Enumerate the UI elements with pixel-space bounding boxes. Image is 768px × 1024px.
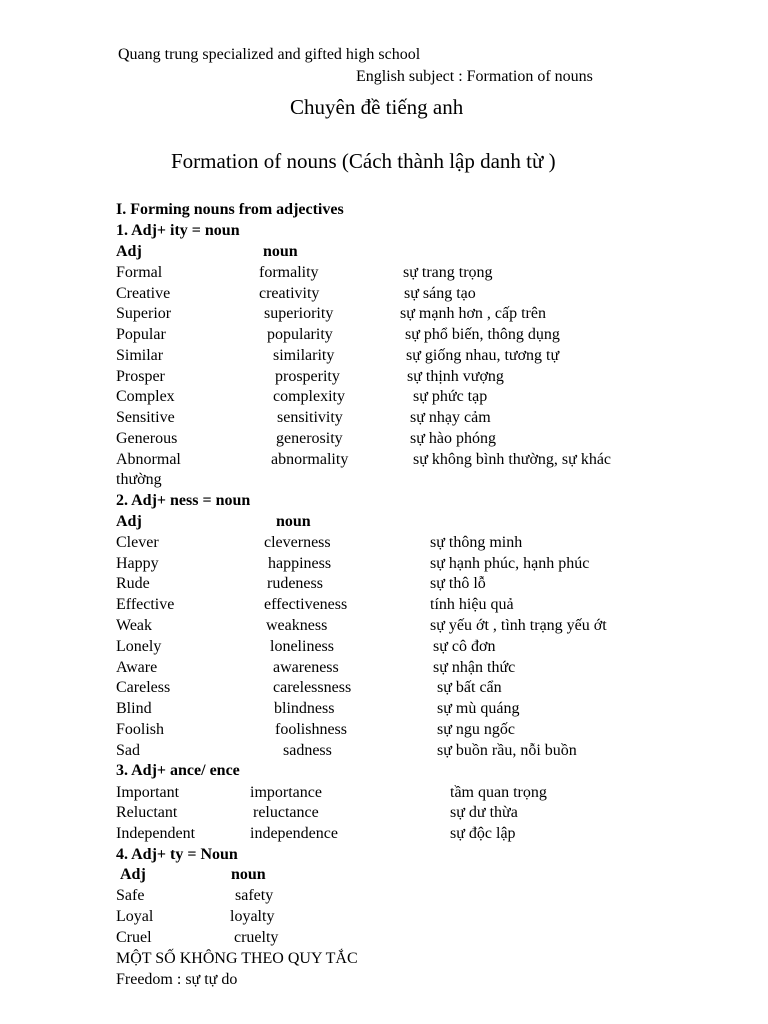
adj-cell: Generous bbox=[116, 430, 178, 447]
meaning-cell: sự độc lập bbox=[450, 825, 516, 842]
adj-cell: Complex bbox=[116, 388, 175, 405]
meaning-cell: tầm quan trọng bbox=[450, 784, 547, 801]
adj-cell: Happy bbox=[116, 555, 159, 572]
meaning-cell: sự nhận thức bbox=[433, 659, 516, 676]
meaning-cell: sự thông minh bbox=[430, 534, 523, 551]
noun-cell: rudeness bbox=[267, 575, 323, 592]
adj-cell: Cruel bbox=[116, 929, 152, 946]
school-name: Quang trung specialized and gifted high school bbox=[118, 46, 421, 63]
meaning-cell: sự buồn rầu, nỗi buồn bbox=[437, 742, 577, 759]
rule-heading: 2. Adj+ ness = noun bbox=[116, 492, 251, 509]
noun-cell: safety bbox=[235, 887, 274, 904]
adj-cell: Sensitive bbox=[116, 409, 175, 426]
subject-line: English subject : Formation of nouns bbox=[356, 68, 593, 85]
adj-cell: Popular bbox=[116, 326, 166, 343]
adj-cell: Effective bbox=[116, 596, 175, 613]
adj-cell: Sad bbox=[116, 742, 140, 759]
adj-cell: Formal bbox=[116, 264, 163, 281]
meaning-cell: sự phức tạp bbox=[413, 388, 488, 405]
column-header-adj: Adj bbox=[120, 866, 146, 883]
noun-cell: awareness bbox=[273, 659, 339, 676]
meaning-cell: tính hiệu quả bbox=[430, 596, 514, 613]
adj-cell: Blind bbox=[116, 700, 152, 717]
adj-cell: Weak bbox=[116, 617, 153, 634]
adj-cell: Lonely bbox=[116, 638, 162, 655]
noun-cell: happiness bbox=[268, 555, 332, 572]
meaning-cell: sự yếu ớt , tình trạng yếu ớt bbox=[430, 617, 607, 634]
noun-cell: reluctance bbox=[253, 804, 319, 821]
irregular-heading: MỘT SỐ KHÔNG THEO QUY TẮC bbox=[116, 950, 358, 967]
meaning-wrap: thường bbox=[116, 471, 162, 488]
noun-cell: generosity bbox=[276, 430, 343, 447]
column-header-adj: Adj bbox=[116, 513, 142, 530]
adj-cell: Prosper bbox=[116, 368, 165, 385]
noun-cell: superiority bbox=[264, 305, 334, 322]
noun-cell: cruelty bbox=[234, 929, 279, 946]
adj-cell: Rude bbox=[116, 575, 150, 592]
adj-cell: Similar bbox=[116, 347, 164, 364]
column-header-adj: Adj bbox=[116, 243, 142, 260]
noun-cell: carelessness bbox=[273, 679, 352, 696]
adj-cell: Creative bbox=[116, 285, 171, 302]
adj-cell: Loyal bbox=[116, 908, 154, 925]
adj-cell: Reluctant bbox=[116, 804, 178, 821]
noun-cell: sensitivity bbox=[277, 409, 343, 426]
noun-cell: creativity bbox=[259, 285, 320, 302]
meaning-cell: sự không bình thường, sự khác bbox=[413, 451, 612, 468]
adj-cell: Abnormal bbox=[116, 451, 181, 468]
adj-cell: Careless bbox=[116, 679, 171, 696]
meaning-cell: sự bất cẩn bbox=[437, 679, 502, 696]
noun-cell: loyalty bbox=[230, 908, 275, 925]
meaning-cell: sự giống nhau, tương tự bbox=[406, 347, 560, 364]
noun-cell: weakness bbox=[266, 617, 328, 634]
meaning-cell: sự thịnh vượng bbox=[407, 368, 504, 385]
noun-cell: importance bbox=[250, 784, 322, 801]
noun-cell: sadness bbox=[283, 742, 332, 759]
noun-cell: effectiveness bbox=[264, 596, 348, 613]
noun-cell: independence bbox=[250, 825, 338, 842]
meaning-cell: sự nhạy cảm bbox=[410, 409, 491, 426]
rule-heading: 4. Adj+ ty = Noun bbox=[116, 846, 238, 863]
adj-cell: Aware bbox=[116, 659, 158, 676]
noun-cell: loneliness bbox=[270, 638, 334, 655]
section-heading: I. Forming nouns from adjectives bbox=[116, 201, 344, 218]
noun-cell: popularity bbox=[267, 326, 333, 343]
document-subtitle: Formation of nouns (Cách thành lập danh từ ) bbox=[171, 149, 556, 173]
column-header-noun: noun bbox=[263, 243, 298, 260]
adj-cell: Superior bbox=[116, 305, 172, 322]
noun-cell: foolishness bbox=[275, 721, 347, 738]
noun-cell: prosperity bbox=[275, 368, 340, 385]
rule-heading: 3. Adj+ ance/ ence bbox=[116, 762, 240, 779]
noun-cell: abnormality bbox=[271, 451, 349, 468]
meaning-cell: sự mù quáng bbox=[437, 700, 520, 717]
noun-cell: formality bbox=[259, 264, 319, 281]
adj-cell: Safe bbox=[116, 887, 145, 904]
document-title: Chuyên đề tiếng anh bbox=[290, 95, 464, 119]
rule-heading: 1. Adj+ ity = noun bbox=[116, 222, 240, 239]
adj-cell: Foolish bbox=[116, 721, 165, 738]
column-header-noun: noun bbox=[231, 866, 266, 883]
meaning-cell: sự ngu ngốc bbox=[437, 721, 515, 738]
noun-cell: complexity bbox=[273, 388, 345, 405]
column-header-noun: noun bbox=[276, 513, 311, 530]
meaning-cell: sự mạnh hơn , cấp trên bbox=[400, 305, 546, 322]
noun-cell: cleverness bbox=[264, 534, 331, 551]
irregular-example: Freedom : sự tự do bbox=[116, 971, 238, 988]
meaning-cell: sự thô lỗ bbox=[430, 575, 486, 592]
meaning-cell: sự hào phóng bbox=[410, 430, 496, 447]
adj-cell: Important bbox=[116, 784, 180, 801]
noun-cell: blindness bbox=[274, 700, 335, 717]
adj-cell: Independent bbox=[116, 825, 196, 842]
meaning-cell: sự hạnh phúc, hạnh phúc bbox=[430, 555, 590, 572]
noun-cell: similarity bbox=[273, 347, 335, 364]
meaning-cell: sự sáng tạo bbox=[404, 285, 476, 302]
meaning-cell: sự phổ biến, thông dụng bbox=[405, 326, 560, 343]
meaning-cell: sự dư thừa bbox=[450, 804, 518, 821]
meaning-cell: sự cô đơn bbox=[433, 638, 496, 655]
meaning-cell: sự trang trọng bbox=[403, 264, 493, 281]
adj-cell: Clever bbox=[116, 534, 159, 551]
